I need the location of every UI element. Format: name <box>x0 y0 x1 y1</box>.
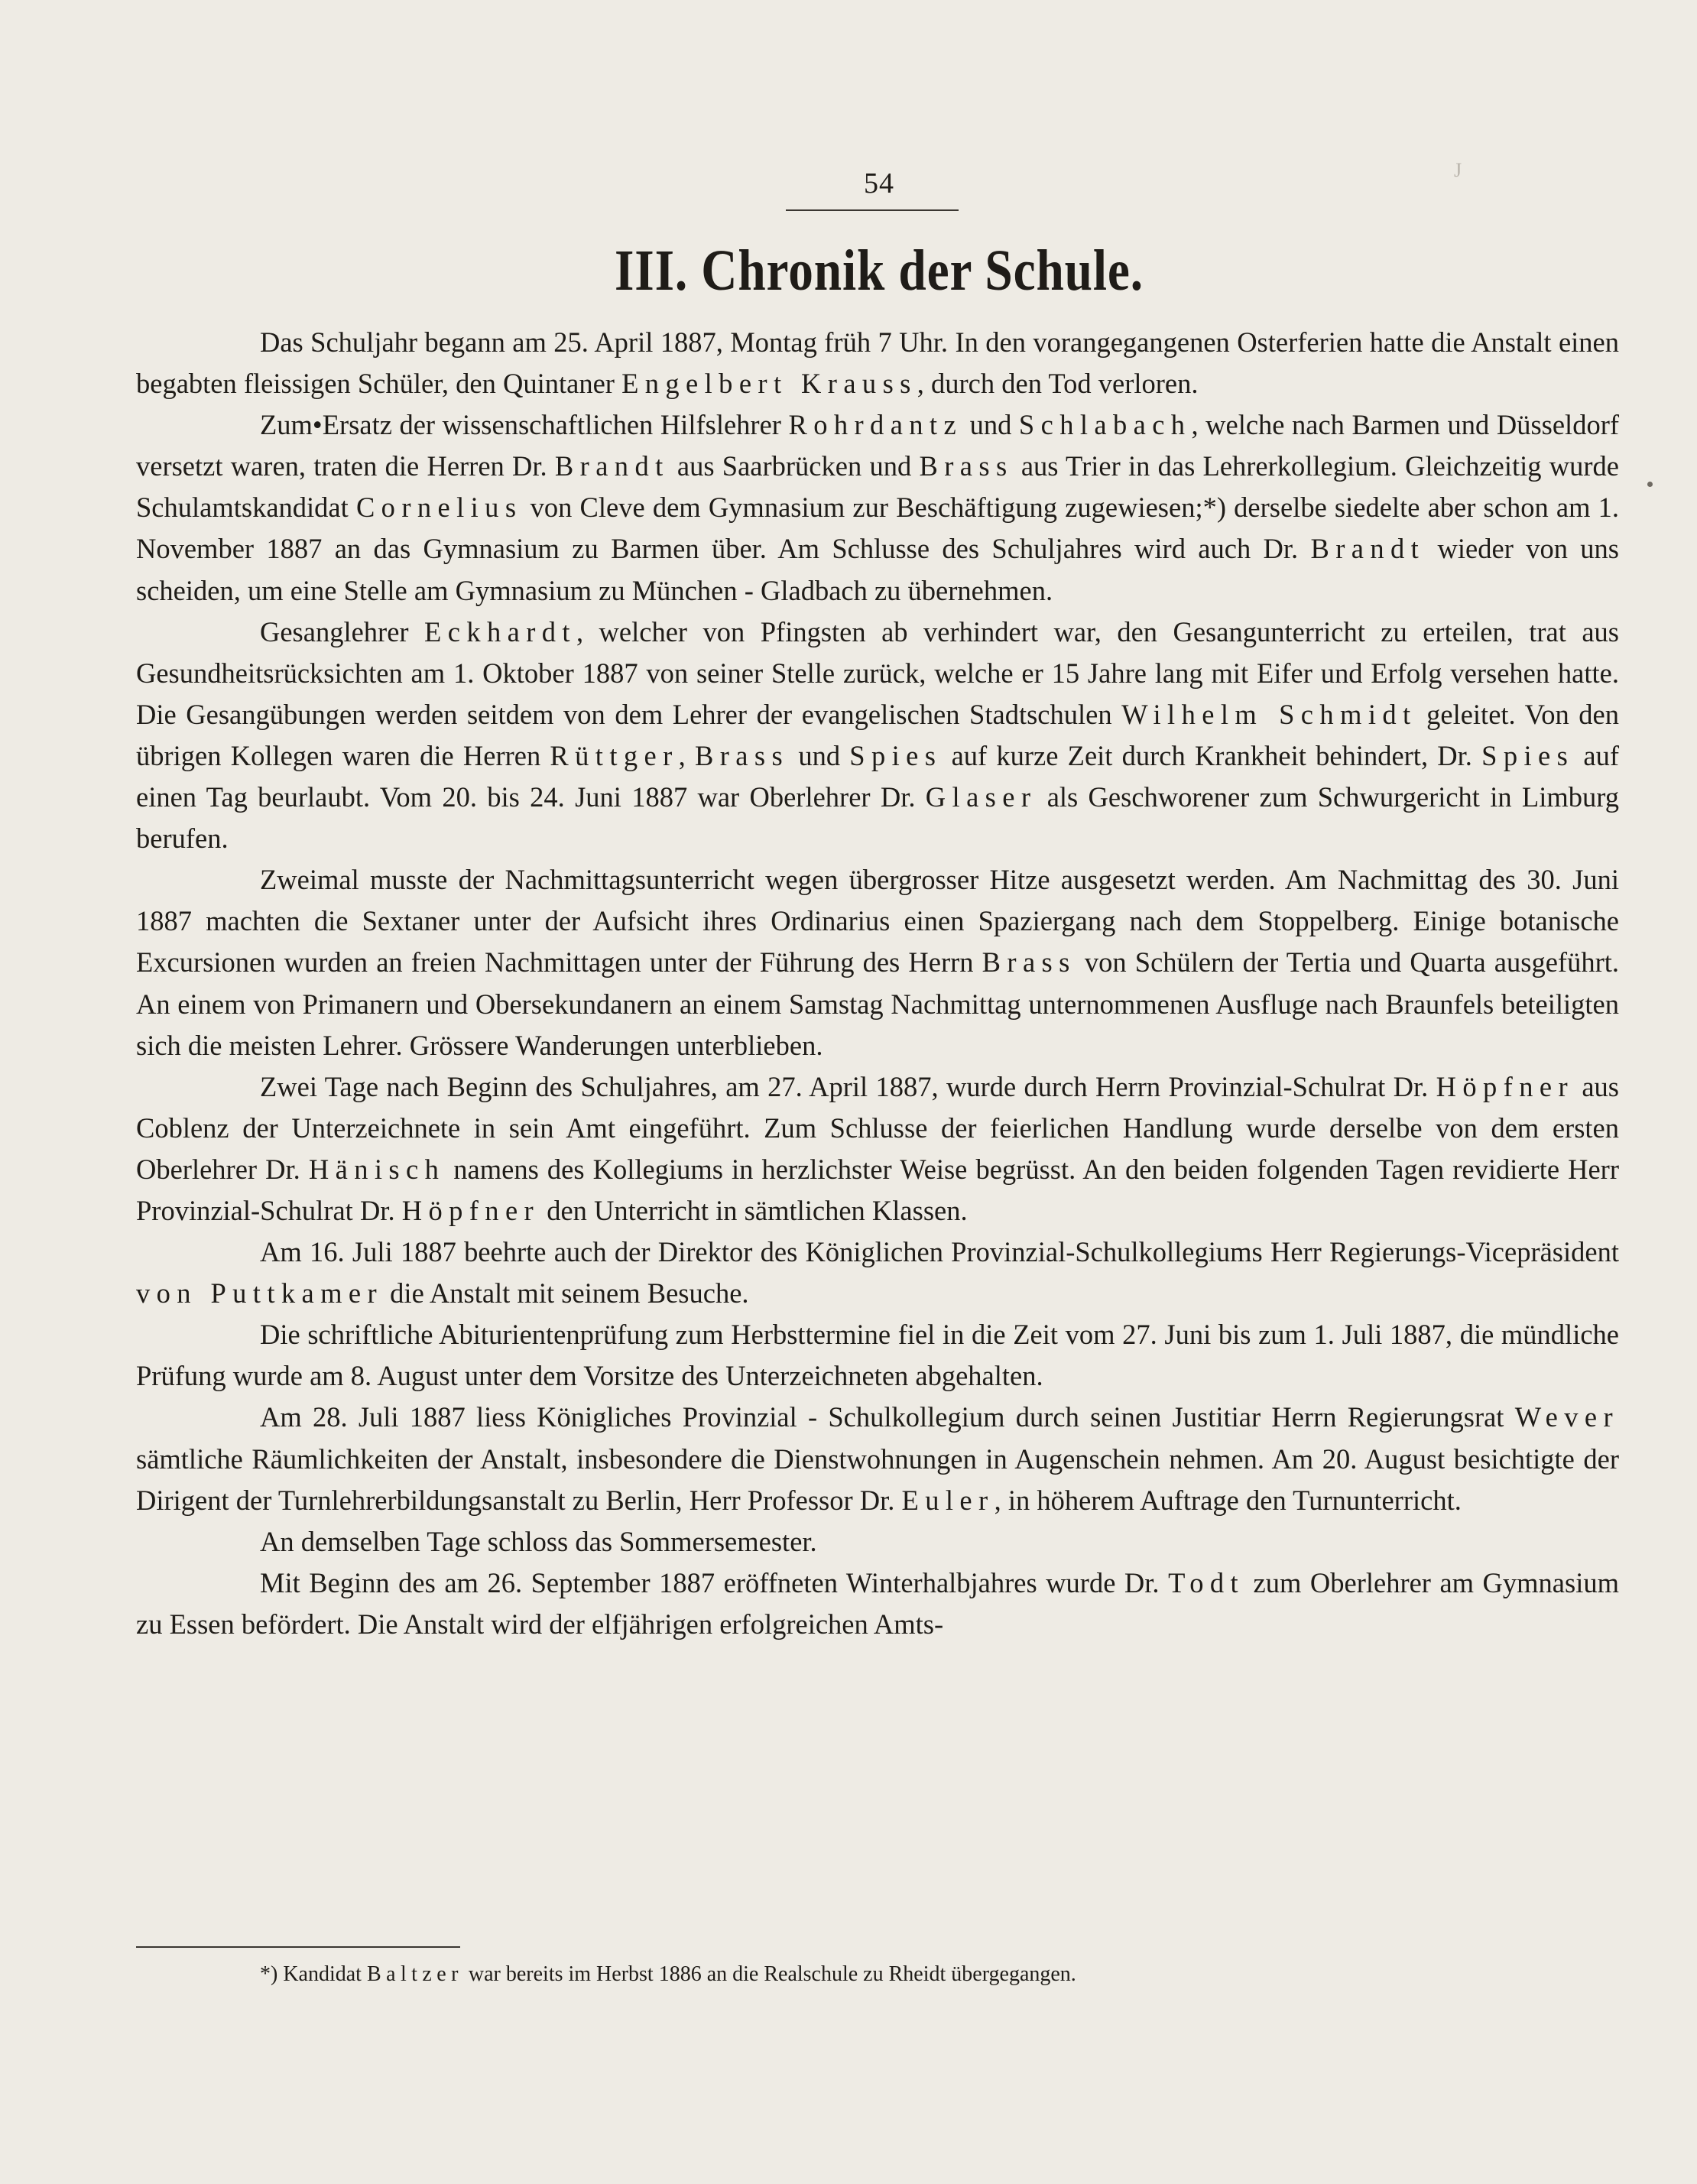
paragraph-p10 <box>136 1563 1619 1645</box>
text-run: als Geschworener zum Schwurgericht in Limburg berufen. <box>136 781 1619 855</box>
text-run: die Anstalt mit seinem Besuche. <box>383 1277 749 1309</box>
chronicle-body <box>136 322 1619 1645</box>
footnote <box>260 1959 1605 1990</box>
paragraph-p7 <box>136 1314 1619 1397</box>
text-run: , <box>678 739 696 771</box>
spaced-name: Brass <box>695 739 790 771</box>
spaced-name: Spies <box>849 739 943 771</box>
spaced-name: Rohrdantz <box>788 409 963 441</box>
spaced-name: Engelbert Krauss <box>621 368 917 400</box>
text-run: und <box>789 739 850 771</box>
text-run: Zum•Ersatz der wissenschaftlichen Hilfslehrer <box>260 409 789 441</box>
paragraph-p1 <box>136 322 1619 404</box>
spaced-name: Rüttger <box>550 739 679 771</box>
paragraph-p9 <box>136 1521 1619 1563</box>
text-run: war bereits im Herbst 1886 an die Realschule zu Rheidt übergegangen. <box>462 1962 1076 1986</box>
text-run: Am 28. Juli 1887 liess Königliches Provinzial - Schulkollegium durch seinen Justitiar Herrn Regierungsrat <box>260 1401 1515 1433</box>
text-run: Das Schuljahr begann am 25. April 1887, Montag früh 7 Uhr. In den vorangegangenen Osterferien hatte die Anstalt einen begabten fleissigen Schüler, den Quintaner <box>136 326 1619 400</box>
spaced-name: Schlabach <box>1018 409 1192 441</box>
spaced-name: Brass <box>982 946 1076 978</box>
spaced-name: Brandt <box>1310 533 1426 565</box>
text-run: , welcher von Pfingsten ab verhindert war, den Gesangunterricht zu erteilen, trat aus Gesundheitsrücksichten am 1. Oktober 1887 von seiner Stelle zurück, welche er 15 Jahre lang mit Eifer und Erfolg versehen hatte. Die Gesangübungen werden seitdem von dem Lehrer der evangelischen Stadtschulen <box>136 615 1619 730</box>
paragraph-p8 <box>136 1397 1619 1520</box>
text-run: Gesanglehrer <box>260 615 425 647</box>
ink-speck <box>1647 482 1653 487</box>
spaced-name: Cornelius <box>355 492 523 524</box>
text-run: , in höherem Auftrage den Turnunterricht. <box>994 1484 1462 1516</box>
footnote-rule <box>136 1946 460 1948</box>
chapter-title: III. Chronik der Schule. <box>614 239 1144 303</box>
text-run: auf einen Tag beurlaubt. Vom 20. bis 24. Juni 1887 war Oberlehrer Dr. <box>136 739 1620 813</box>
spaced-name: Eckhardt <box>424 615 576 647</box>
spaced-name: Höpfner <box>401 1194 540 1226</box>
page-number-rule <box>786 209 959 211</box>
spaced-name: Wilhelm Schmidt <box>1121 698 1417 730</box>
text-run: aus Saarbrücken und <box>669 450 920 482</box>
text-run: Zwei Tage nach Beginn des Schuljahres, am 27. April 1887, wurde durch Herrn Provinzial-Schulrat Dr. <box>260 1070 1436 1102</box>
spaced-name: von Puttkamer <box>136 1277 384 1309</box>
spaced-name: Höpfner <box>1436 1070 1574 1102</box>
spaced-name: Todt <box>1168 1566 1245 1598</box>
spaced-name: Brass <box>919 450 1014 482</box>
text-run: , welche nach Barmen und Düsseldorf versetzt waren, traten die Herren Dr. <box>136 409 1619 482</box>
text-run: , durch den Tod verloren. <box>917 368 1199 400</box>
text-run: von Schülern der Tertia und Quarta ausgeführt. An einem von Primanern und Obersekundanern an einem Samstag Nachmittag unternommenen Ausfluge nach Braunfels beteiligten sich die meisten Lehrer. Grössere Wanderungen unterblieben. <box>136 946 1619 1061</box>
text-run: namens des Kollegiums in herzlichster Weise begrüsst. An den beiden folgenden Tagen revidierte Herr Provinzial-Schulrat Dr. <box>136 1153 1619 1226</box>
text-run: aus Trier in das Lehrerkollegium. Gleichzeitig wurde Schulamtskandidat <box>136 450 1619 524</box>
text-run: Am 16. Juli 1887 beehrte auch der Direktor des Königlichen Provinzial-Schulkollegiums Herr Regierungs-Vicepräsident <box>260 1236 1619 1268</box>
paragraph-p5 <box>136 1066 1619 1232</box>
corner-mark: J <box>1454 159 1462 181</box>
paragraph-p2 <box>136 404 1619 611</box>
text-run: An demselben Tage schloss das Sommersemester. <box>260 1525 817 1557</box>
spaced-name: Euler <box>901 1484 995 1516</box>
paragraph-p3 <box>136 612 1619 860</box>
text-run: sämtliche Räumlichkeiten der Anstalt, insbesondere die Dienstwohnungen in Augenschein nehmen. Am 20. August besichtigte der Dirigent der Turnlehrerbildungsanstalt zu Berlin, Herr Professor Dr. <box>136 1442 1619 1516</box>
text-run: *) Kandidat <box>260 1962 367 1986</box>
spaced-name: Brandt <box>554 450 670 482</box>
paragraph-p4 <box>136 859 1619 1066</box>
spaced-name: Spies <box>1481 739 1575 771</box>
text-run: Zweimal musste der Nachmittagsunterricht wegen übergrosser Hitze ausgesetzt werden. Am Nachmittag des 30. Juni 1887 machten die Sextaner unter der Aufsicht ihres Ordinarius einen Spaziergang nach dem Stoppelberg. Einige botanische Excursionen wurden an freien Nachmittagen unter der Führung des Herrn <box>136 864 1619 978</box>
text-run: Die schriftliche Abiturientenprüfung zum Herbsttermine fiel in die Zeit vom 27. Juni bis zum 1. Juli 1887, die mündliche Prüfung wurde am 8. August unter dem Vorsitze des Unterzeichneten abgehalten. <box>136 1319 1619 1392</box>
text-run: Mit Beginn des am 26. September 1887 eröffneten Winterhalbjahres wurde Dr. <box>260 1566 1169 1598</box>
text-run: wieder von uns scheiden, um eine Stelle am Gymnasium zu München - Gladbach zu übernehmen. <box>136 533 1619 606</box>
spaced-name: Baltzer <box>366 1962 463 1986</box>
spaced-name: Wever <box>1514 1401 1619 1433</box>
text-run: von Cleve dem Gymnasium zur Beschäftigung zugewiesen;*) derselbe siedelte aber schon am 1. November 1887 an das Gymnasium zu Barmen über. Am Schlusse des Schuljahres wird auch Dr. <box>136 492 1620 565</box>
spaced-name: Glaser <box>925 781 1037 813</box>
text-run: aus Coblenz der Unterzeichnete in sein Amt eingeführt. Zum Schlusse der feierlichen Handlung wurde derselbe von dem ersten Oberlehrer Dr. <box>136 1070 1620 1185</box>
paragraph-p6 <box>136 1232 1619 1314</box>
text-run: auf kurze Zeit durch Krankheit behindert, Dr. <box>942 739 1482 771</box>
text-run: und <box>962 409 1019 441</box>
text-run: zum Oberlehrer am Gymnasium zu Essen befördert. Die Anstalt wird der elfjährigen erfolgreichen Amts- <box>136 1566 1619 1640</box>
text-run: den Unterricht in sämtlichen Klassen. <box>540 1194 968 1226</box>
text-run: geleitet. Von den übrigen Kollegen waren die Herren <box>136 698 1619 771</box>
page-number: 54 <box>864 167 894 200</box>
spaced-name: Hänisch <box>308 1153 446 1185</box>
